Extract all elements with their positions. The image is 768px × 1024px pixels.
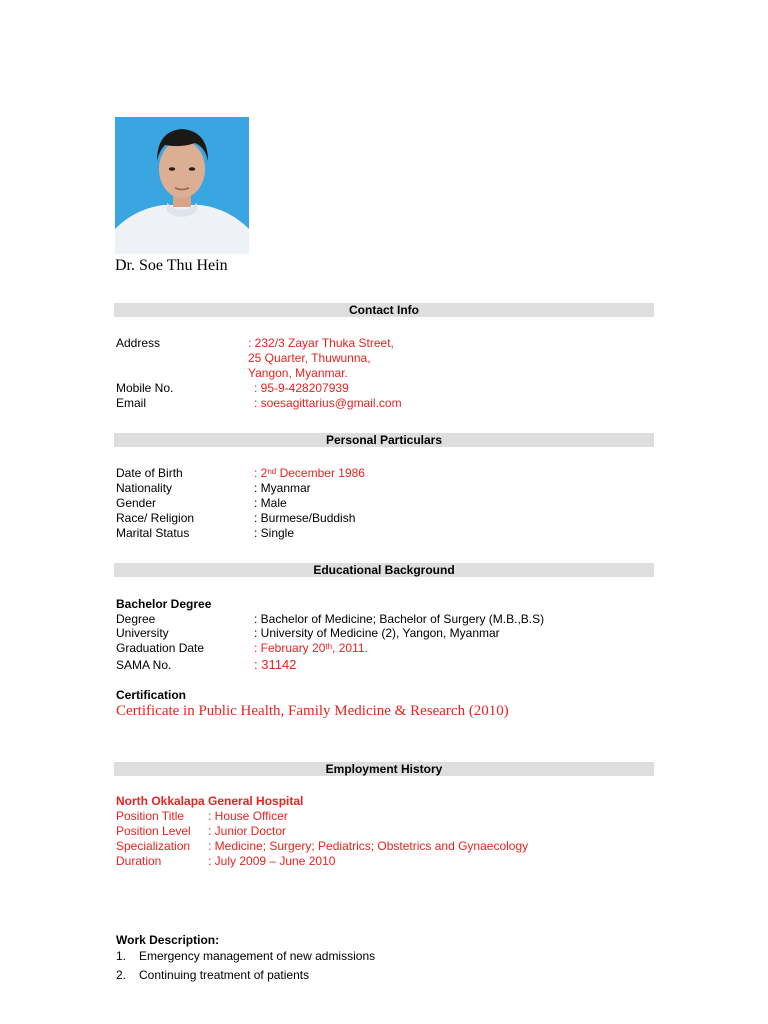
work-description-heading: Work Description: — [116, 933, 220, 947]
work-item-text: Continuing treatment of patients — [139, 968, 310, 982]
nationality-value: : Myanmar — [254, 481, 311, 495]
hospital-name: North Okkalapa General Hospital — [116, 794, 304, 808]
address-line-3: Yangon, Myanmar. — [248, 366, 348, 380]
certification-value: Certificate in Public Health, Family Medicine & Research (2010) — [116, 703, 509, 719]
position-title-label: Position Title — [116, 809, 185, 823]
email-label: Email — [116, 396, 147, 410]
dob-label: Date of Birth — [116, 466, 183, 480]
sama-label: SAMA No. — [116, 658, 172, 672]
profile-photo — [115, 117, 249, 254]
race-religion-label: Race/ Religion — [116, 511, 195, 525]
address-line-2: 25 Quarter, Thuwunna, — [248, 351, 371, 365]
degree-label: Degree — [116, 612, 156, 626]
work-item-text: Emergency management of new admissions — [139, 949, 376, 963]
section-header-personal: Personal Particulars — [114, 433, 654, 447]
marital-status-value: : Single — [254, 526, 295, 540]
gender-value: : Male — [254, 496, 287, 510]
graduation-date-label: Graduation Date — [116, 641, 205, 655]
dob-value: : 2nd December 1986 — [254, 466, 365, 480]
profile-name: Dr. Soe Thu Hein — [115, 257, 228, 274]
section-header-contact: Contact Info — [114, 303, 654, 317]
position-level-label: Position Level — [116, 824, 191, 838]
bachelor-degree-heading: Bachelor Degree — [116, 597, 212, 611]
specialization-label: Specialization — [116, 839, 191, 853]
race-religion-value: : Burmese/Buddish — [254, 511, 356, 525]
graduation-date-value: : February 20th, 2011. — [254, 641, 368, 655]
address-line-1: : 232/3 Zayar Thuka Street, — [248, 336, 394, 350]
work-item-number: 2. — [116, 968, 127, 982]
work-item-number: 1. — [116, 949, 127, 963]
nationality-label: Nationality — [116, 481, 173, 495]
position-level-value: : Junior Doctor — [208, 824, 287, 838]
mobile-value: : 95-9-428207939 — [254, 381, 349, 395]
university-label: University — [116, 626, 169, 640]
university-value: : University of Medicine (2), Yangon, Myanmar — [254, 626, 500, 640]
position-title-value: : House Officer — [208, 809, 288, 823]
mobile-label: Mobile No. — [116, 381, 174, 395]
marital-status-label: Marital Status — [116, 526, 190, 540]
specialization-value: : Medicine; Surgery; Pediatrics; Obstetrics and Gynaecology — [208, 839, 529, 853]
section-header-education: Educational Background — [114, 563, 654, 577]
section-header-employment: Employment History — [114, 762, 654, 776]
email-value[interactable]: : soesagittarius@gmail.com — [254, 396, 402, 410]
address-label: Address — [116, 336, 161, 350]
gender-label: Gender — [116, 496, 157, 510]
duration-value: : July 2009 – June 2010 — [208, 854, 336, 868]
sama-value: : 31142 — [254, 657, 297, 672]
duration-label: Duration — [116, 854, 162, 868]
certification-heading: Certification — [116, 688, 187, 702]
degree-value: : Bachelor of Medicine; Bachelor of Surgery (M.B.,B.S) — [254, 612, 545, 626]
